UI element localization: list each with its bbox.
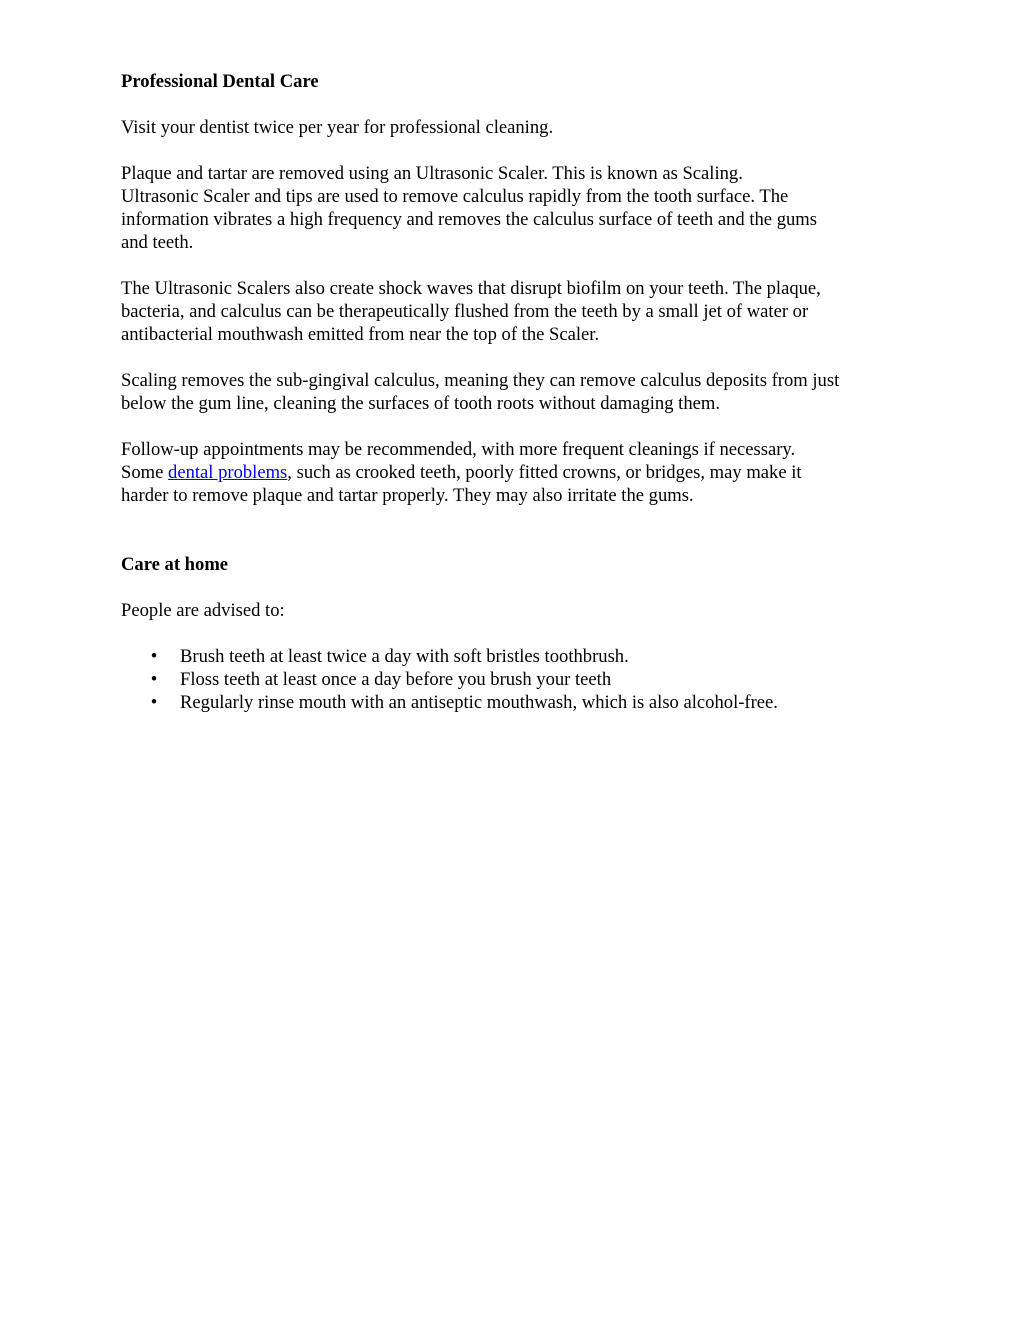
paragraph-line: harder to remove plaque and tartar properly. They may also irritate the gums. bbox=[121, 485, 694, 506]
document-page bbox=[121, 70, 911, 714]
bullet-icon: • bbox=[150, 692, 158, 713]
paragraph-line: Plaque and tartar are removed using an Ultrasonic Scaler. This is known as Scaling. bbox=[121, 163, 743, 184]
bullet-icon: • bbox=[150, 646, 158, 667]
paragraph-line: Ultrasonic Scaler and tips are used to remove calculus rapidly from the tooth surface. The bbox=[121, 186, 789, 207]
paragraph-line: The Ultrasonic Scalers also create shock waves that disrupt biofilm on your teeth. The plaque, bbox=[121, 278, 821, 299]
paragraph-follow-up bbox=[121, 438, 911, 507]
paragraph-people-advised: People are advised to: bbox=[121, 600, 285, 621]
paragraph-visit-dentist: Visit your dentist twice per year for professional cleaning. bbox=[121, 117, 554, 138]
paragraph-scaling bbox=[121, 369, 911, 415]
spacer bbox=[121, 507, 911, 553]
paragraph-line-with-link bbox=[121, 461, 911, 484]
dental-problems-link[interactable]: dental problems bbox=[168, 462, 288, 483]
paragraph-line: bacteria, and calculus can be therapeutically flushed from the teeth by a small jet of water or bbox=[121, 301, 809, 322]
paragraph-line: information vibrates a high frequency and removes the calculus surface of teeth and the gums bbox=[121, 209, 817, 230]
spacer bbox=[121, 254, 911, 277]
paragraph-shock-waves bbox=[121, 277, 911, 346]
spacer bbox=[121, 622, 911, 645]
text-fragment: Some bbox=[121, 462, 169, 483]
list-item-text: Floss teeth at least once a day before you brush your teeth bbox=[180, 669, 612, 690]
advice-list bbox=[121, 645, 911, 714]
paragraph-line: below the gum line, cleaning the surfaces of tooth roots without damaging them. bbox=[121, 393, 720, 414]
list-item bbox=[121, 645, 911, 668]
paragraph-line: Follow-up appointments may be recommended, with more frequent cleanings if necessary. bbox=[121, 439, 796, 460]
bullet-icon: • bbox=[150, 669, 158, 690]
text-fragment: , such as crooked teeth, poorly fitted crowns, or bridges, may make it bbox=[287, 462, 802, 483]
list-item bbox=[121, 668, 911, 691]
heading-professional-dental-care: Professional Dental Care bbox=[121, 71, 319, 92]
paragraph-line: and teeth. bbox=[121, 232, 194, 253]
list-item-text: Regularly rinse mouth with an antiseptic mouthwash, which is also alcohol-free. bbox=[180, 692, 778, 713]
list-item-text: Brush teeth at least twice a day with soft bristles toothbrush. bbox=[180, 646, 629, 667]
heading-care-at-home: Care at home bbox=[121, 554, 229, 575]
list-item bbox=[121, 691, 911, 714]
paragraph-line: Scaling removes the sub-gingival calculus, meaning they can remove calculus deposits from just bbox=[121, 370, 840, 391]
spacer bbox=[121, 346, 911, 369]
paragraph-ultrasonic-scaler bbox=[121, 162, 911, 254]
spacer bbox=[121, 576, 911, 599]
paragraph-line: antibacterial mouthwash emitted from near the top of the Scaler. bbox=[121, 324, 600, 345]
spacer bbox=[121, 93, 911, 116]
spacer bbox=[121, 415, 911, 438]
spacer bbox=[121, 139, 911, 162]
